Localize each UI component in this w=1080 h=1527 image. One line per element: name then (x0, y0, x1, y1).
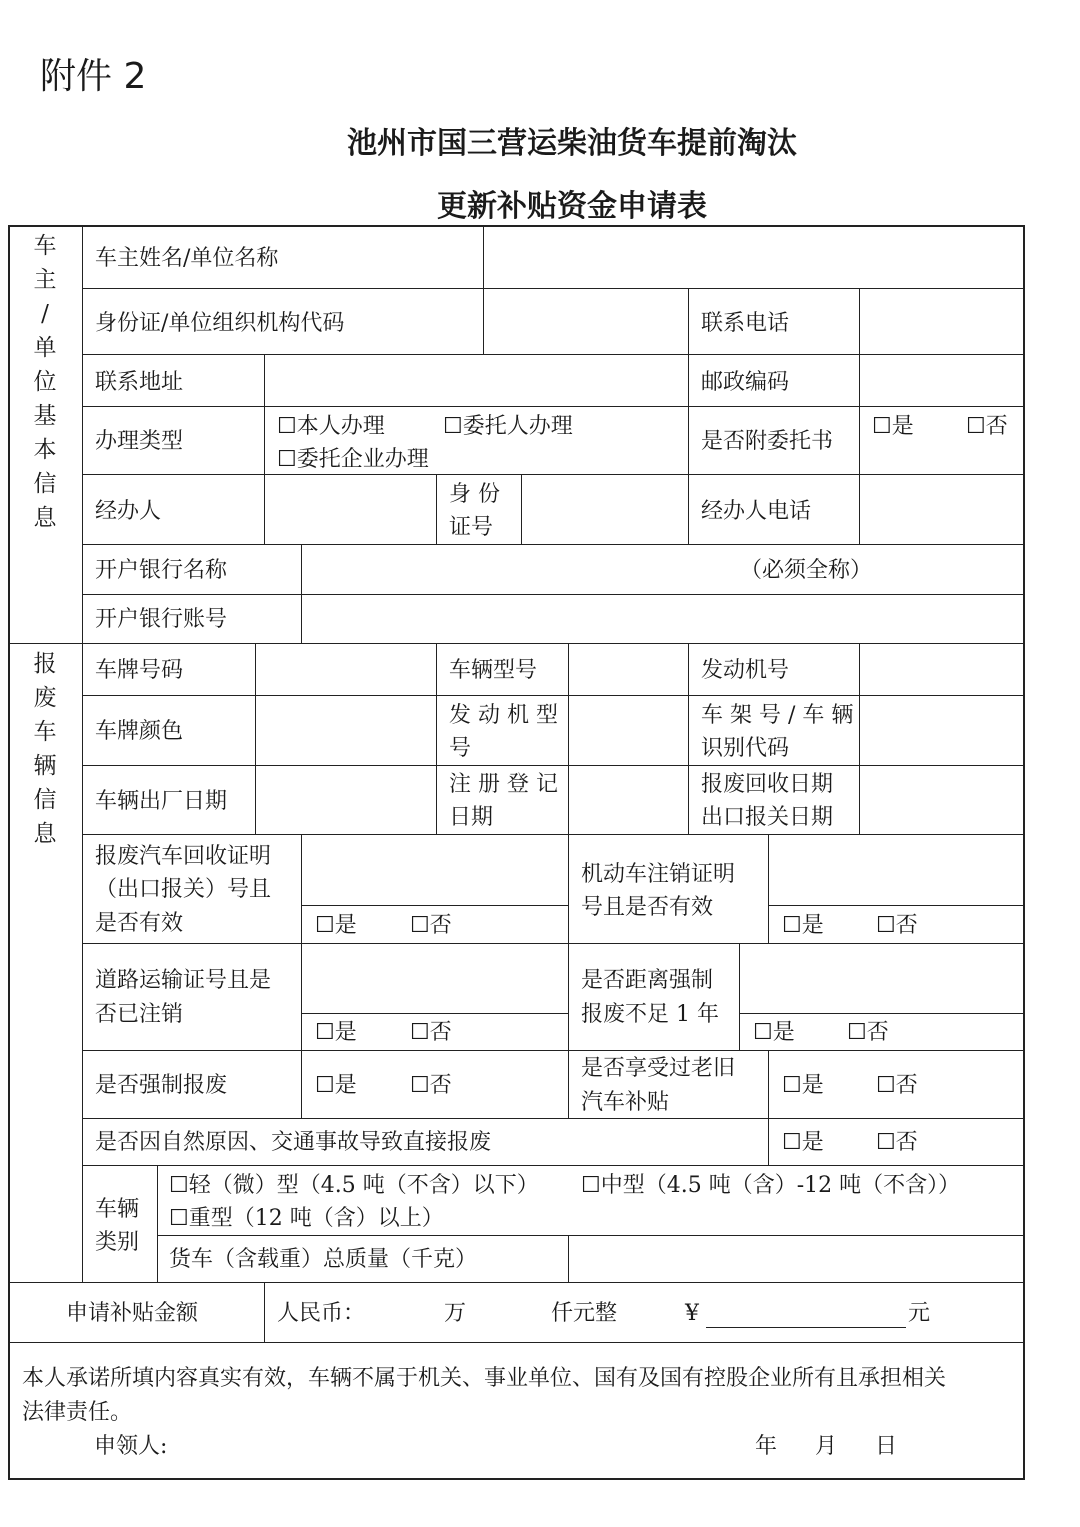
id-code-label: 身份证/单位组织机构代码 (95, 311, 345, 336)
transport-cert-yes-checkbox[interactable]: ☐ 是 (315, 1016, 357, 1049)
scrap-date-label-line2: 出口报关日期 (701, 805, 834, 830)
bank-name-note: （必须全称） (740, 558, 873, 583)
id-code-field[interactable] (486, 291, 686, 352)
vehicle-model-label: 车辆型号 (449, 658, 538, 683)
bank-name-field[interactable] (304, 547, 734, 592)
yen-symbol: ¥ (685, 1301, 699, 1326)
section-divider (8, 1342, 1025, 1343)
register-date-label-line1: 注 册 登 记 (449, 772, 558, 797)
mandatory-scrap-label-line2: 报废不足 1 年 (581, 1002, 719, 1027)
scrap-date-field[interactable] (862, 768, 1022, 832)
address-label: 联系地址 (95, 370, 184, 395)
bank-name-label: 开户银行名称 (95, 558, 228, 583)
natural-cause-label: 是否因自然原因、交通事故导致直接报废 (95, 1130, 492, 1155)
qian-unit-label: 仟元整 (551, 1301, 618, 1326)
date-month-label: 月 (815, 1434, 838, 1459)
subsidy-amount-label: 申请补贴金额 (66, 1301, 199, 1326)
engine-model-label-line2: 号 (449, 736, 472, 761)
transport-cert-label-line1: 道路运输证号且是 (95, 968, 272, 993)
owner-name-field[interactable] (486, 228, 1022, 286)
old-vehicle-subsidy-yes-checkbox[interactable]: ☐ 是 (782, 1069, 824, 1102)
forced-scrap-label: 是否强制报废 (95, 1073, 228, 1098)
handle-agent-checkbox[interactable]: ☐ 委托人办理 (443, 410, 573, 443)
dereg-cert-label-line1: 机动车注销证明 (581, 862, 736, 887)
phone-field[interactable] (862, 291, 1022, 352)
manufacture-date-field[interactable] (258, 768, 434, 832)
engine-model-label-line1: 发 动 机 型 (449, 703, 558, 728)
attach-letter-yes-checkbox[interactable]: ☐ 是 (872, 410, 914, 443)
yuan-unit-label: 元 (908, 1301, 931, 1326)
date-day-label: 日 (875, 1434, 898, 1459)
attachment-label: 附件 2 (40, 56, 147, 97)
mandatory-scrap-field[interactable] (742, 946, 1022, 1011)
pledge-text-line1: 本人承诺所填内容真实有效，车辆不属于机关、事业单位、国有及国有控股企业所有且承担相关 (22, 1366, 947, 1391)
scrap-cert-no-checkbox[interactable]: ☐ 否 (410, 909, 452, 942)
pledge-text-line2: 法律责任。 (22, 1400, 133, 1425)
vehicle-category-label-line2: 类别 (95, 1230, 140, 1255)
bank-account-field[interactable] (304, 597, 1022, 641)
applicant-signature-field[interactable] (180, 1430, 480, 1463)
category-light-checkbox[interactable]: ☐ 轻（微）型（4.5 吨（不含）以下） (169, 1169, 539, 1202)
category-medium-checkbox[interactable]: ☐ 中型（4.5 吨（含）-12 吨（不含）） (581, 1169, 960, 1202)
attach-letter-label: 是否附委托书 (701, 429, 834, 454)
owner-info-side-label: 车 主 / 单 位 基 本 信 息 (33, 233, 57, 531)
form-title-line1: 池州市国三营运柴油货车提前淘汰 (347, 126, 797, 161)
dereg-cert-no-checkbox[interactable]: ☐ 否 (876, 909, 918, 942)
scrap-cert-label-line2: （出口报关）号且 (95, 877, 272, 902)
plate-color-field[interactable] (258, 698, 434, 763)
mandatory-scrap-label-line1: 是否距离强制 (581, 968, 714, 993)
engine-model-field[interactable] (571, 698, 686, 763)
register-date-field[interactable] (571, 768, 686, 832)
handle-type-label: 办理类型 (95, 429, 184, 454)
category-heavy-checkbox[interactable]: ☐ 重型（12 吨（含）以上） (169, 1202, 444, 1235)
scrap-cert-label-line3: 是否有效 (95, 911, 184, 936)
transport-cert-label-line2: 否已注销 (95, 1002, 184, 1027)
handle-self-checkbox[interactable]: ☐ 本人办理 (277, 410, 385, 443)
bank-account-label: 开户银行账号 (95, 607, 228, 632)
agent-label: 经办人 (95, 499, 162, 524)
transport-cert-no-checkbox[interactable]: ☐ 否 (410, 1016, 452, 1049)
wan-unit-label: 万 (444, 1301, 467, 1326)
agent-field[interactable] (267, 477, 434, 542)
old-vehicle-subsidy-no-checkbox[interactable]: ☐ 否 (876, 1069, 918, 1102)
scrap-date-label-line1: 报废回收日期 (701, 772, 834, 797)
agent-id-field[interactable] (524, 477, 686, 542)
phone-label: 联系电话 (701, 311, 790, 336)
date-year-label: 年 (755, 1434, 778, 1459)
engine-number-field[interactable] (862, 646, 1022, 693)
agent-phone-label: 经办人电话 (701, 499, 812, 524)
plate-number-label: 车牌号码 (95, 658, 184, 683)
engine-number-label: 发动机号 (701, 658, 790, 683)
mandatory-scrap-no-checkbox[interactable]: ☐ 否 (847, 1016, 889, 1049)
plate-number-field[interactable] (258, 646, 434, 693)
handle-company-checkbox[interactable]: ☐ 委托企业办理 (277, 443, 429, 476)
plate-color-label: 车牌颜色 (95, 719, 184, 744)
forced-scrap-yes-checkbox[interactable]: ☐ 是 (315, 1069, 357, 1102)
natural-cause-yes-checkbox[interactable]: ☐ 是 (782, 1126, 824, 1159)
agent-phone-field[interactable] (862, 477, 1022, 542)
section-divider (8, 1282, 1025, 1283)
side-column-line (82, 225, 83, 1282)
agent-id-label-line2: 证号 (449, 515, 494, 540)
dereg-cert-label-line2: 号且是否有效 (581, 895, 714, 920)
section-divider (8, 643, 1025, 644)
dereg-cert-yes-checkbox[interactable]: ☐ 是 (782, 909, 824, 942)
postal-code-field[interactable] (862, 357, 1022, 404)
old-vehicle-subsidy-label-line2: 汽车补贴 (581, 1090, 670, 1115)
scrap-cert-label-line1: 报废汽车回收证明 (95, 844, 272, 869)
scrap-cert-number-field[interactable] (304, 837, 566, 903)
forced-scrap-no-checkbox[interactable]: ☐ 否 (410, 1069, 452, 1102)
rmb-label: 人民币： (277, 1301, 366, 1326)
owner-name-label: 车主姓名/单位名称 (95, 246, 279, 271)
vehicle-model-field[interactable] (571, 646, 686, 693)
old-vehicle-subsidy-label-line1: 是否享受过老旧 (581, 1056, 736, 1081)
transport-cert-number-field[interactable] (304, 946, 566, 1011)
vehicle-category-label-line1: 车辆 (95, 1197, 140, 1222)
gross-mass-field[interactable] (571, 1238, 1022, 1280)
vin-label-line2: 识别代码 (701, 736, 790, 761)
amount-number-field[interactable] (706, 1294, 906, 1328)
scrap-cert-yes-checkbox[interactable]: ☐ 是 (315, 909, 357, 942)
form-title-line2: 更新补贴资金申请表 (437, 189, 707, 224)
gross-mass-label: 货车（含载重）总质量（千克） (169, 1247, 478, 1272)
vehicle-info-side-label: 报 废 车 辆 信 息 (33, 651, 57, 847)
manufacture-date-label: 车辆出厂日期 (95, 789, 228, 814)
vin-label-line1: 车 架 号 / 车 辆 (701, 703, 854, 728)
natural-cause-no-checkbox[interactable]: ☐ 否 (876, 1126, 918, 1159)
address-field[interactable] (267, 357, 686, 404)
attach-letter-no-checkbox[interactable]: ☐ 否 (966, 410, 1008, 443)
register-date-label-line2: 日期 (449, 805, 494, 830)
postal-code-label: 邮政编码 (701, 370, 790, 395)
dereg-cert-number-field[interactable] (771, 837, 1022, 903)
agent-id-label-line1: 身 份 (449, 482, 500, 507)
vin-field[interactable] (862, 698, 1022, 763)
mandatory-scrap-yes-checkbox[interactable]: ☐ 是 (753, 1016, 795, 1049)
applicant-label: 申领人: (94, 1434, 168, 1459)
